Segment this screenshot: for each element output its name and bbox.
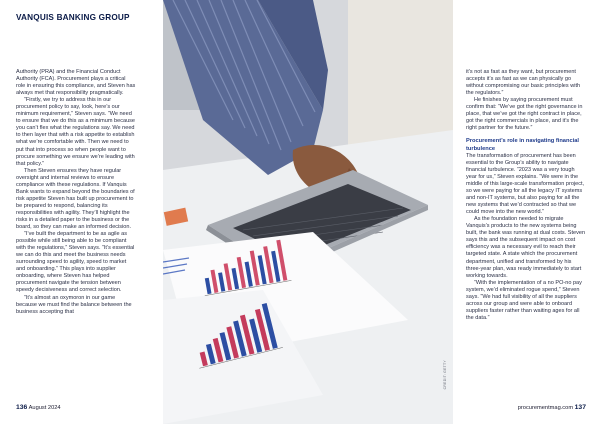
right-article-column — [466, 69, 586, 322]
article-paragraph: “With the implementation of a no PO-no pay system, we’d eliminated rogue spend,” Steven says. “We had full visibility of all the suppliers across our group and were able to onboard suppliers faster rather than waiting ages for all the data.” — [466, 279, 582, 321]
issue-date: August 2024 — [28, 405, 61, 411]
photo-credit: CREDIT: GETTY — [443, 360, 447, 390]
article-paragraph: Then Steven ensures they have regular oversight and internal reviews to ensure compliance with these regulations. If Vanquis Bank wants to expand beyond the boundaries of risk appetite Steven has built up procurement to be prepared to respond, balancing its responsibilities with agility. They’ll highlight the risks in a detailed paper to the business or the board, so they can make an informed decision. — [16, 167, 135, 231]
footer-left — [16, 404, 61, 411]
page-number-right: 137 — [574, 404, 586, 411]
hero-photo-laptop-documents — [163, 0, 453, 424]
site-url: procurementmag.com — [517, 405, 574, 411]
article-paragraph: Authority (PRA) and the Financial Conduct Authority (FCA). Procurement plays a critical role in ensuring this compliance, and Steven has always met that responsibility pragmatically. — [16, 69, 136, 97]
article-paragraph: it’s not as fast as they want, but procurement accepts it’s as fast as we can physically go without compromising our basic principles with the regulators.” — [466, 69, 581, 97]
brand-header: VANQUIS BANKING GROUP — [16, 13, 130, 22]
article-paragraph: The transformation of procurement has been essential to the Group’s ability to navigate financial turbulence. “2023 was a very tough year for us,” Steven explains. “We were in the middle of this large-scale transformation project, so we were paying for all the legacy IT systems and non-IT systems, but also paying for all the new systems that we’d contracted so that we could move into the new world.” — [466, 152, 585, 216]
left-article-column — [16, 69, 136, 316]
article-paragraph: “Firstly, we try to address this in our procurement policy to say, look, here’s our minimum requirement,” Steven says. “We need to ensure that we do this as a minimum because you can’t flex what the regulations say. We need to then layer that with a risk appetite to establish what we’re comfortable with. Then we need to put that into process so when people want to procure something we ensure we’re leading with that policy.” — [16, 97, 136, 167]
article-paragraph: As the foundation needed to migrate Vanquis’s products to the new systems being built, the bank was running at dual costs. Steven says this and the subsequent impact on cost efficiency was a necessary evil to reach their targeted state. A state which the procurement department, unified and transformed by his three-year plan, was ready immediately to start working towards. — [466, 216, 586, 279]
section-subheading: Procurement’s role in navigating financial turbulence — [466, 138, 579, 152]
footer-right — [518, 404, 586, 411]
article-paragraph: “I’ve built the department to be as agile as possible while still being able to be compliant with the regulations,” Steven says. “It’s essential we can do this and meet the business needs surrounding speed to agility, speed to market and onboarding.” This plays into supplier onboarding, where Steven has helped procurement navigate the tension between speedy decisiveness and correct selection. — [16, 231, 135, 294]
photo-illustration — [163, 0, 453, 424]
article-paragraph: He finishes by saying procurement must confirm that: “We’ve got the right governance in place, that we’ve got the right contract in place, got the right commercials in place, and it’s the right partner for the future.” — [466, 97, 583, 132]
article-paragraph: “It’s almost an oxymoron in our game because we must find the balance between the business accepting that — [16, 294, 132, 315]
page-number-left: 136 — [16, 404, 28, 411]
